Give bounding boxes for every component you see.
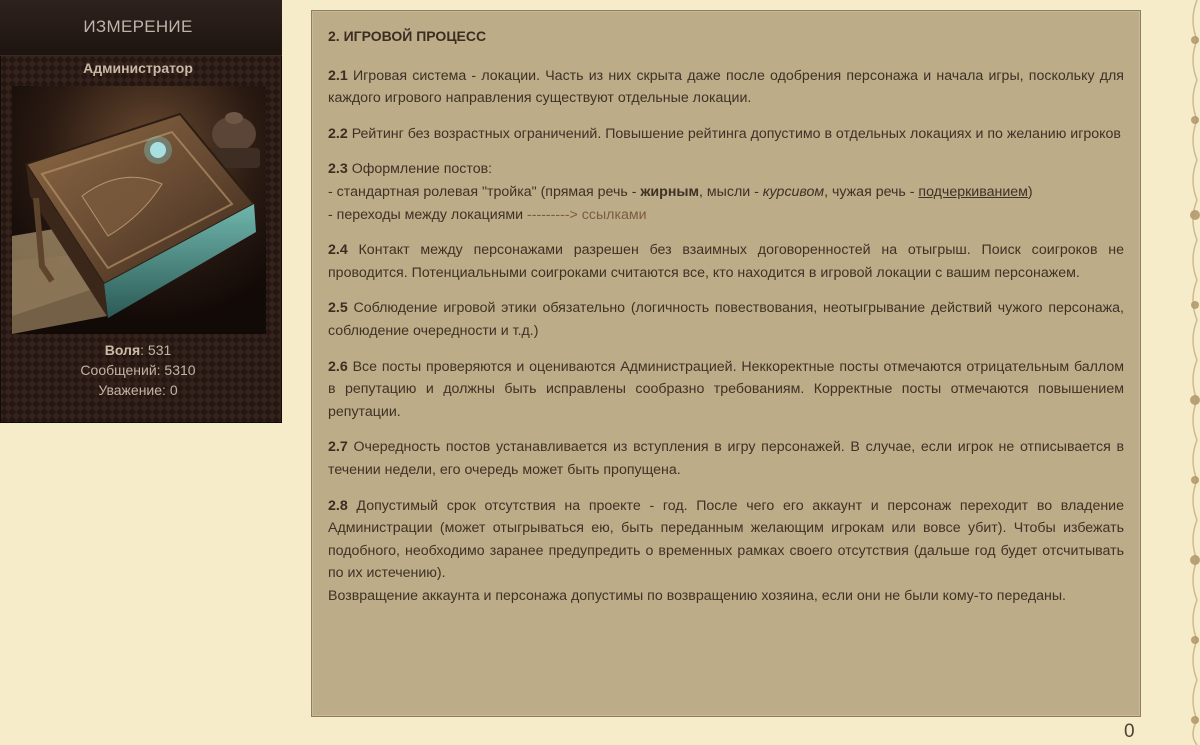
rule-text: Оформление постов: [351, 161, 493, 178]
group-header [0, 0, 282, 56]
rule-number: 2.8 [328, 497, 348, 514]
decorative-border-ornament [1185, 0, 1200, 745]
rule-text: Очередность постов устанавливается из вступления в игру персонажей. В случае, если игрок не отписывается в течении недели, его очередь может быть пропущена. [328, 439, 1124, 478]
rule-number: 2.2 [328, 125, 348, 142]
rule-text: Рейтинг без возрастных ограничений. Повышение рейтинга допустимо в отдельных локациях и по желанию игроков [351, 125, 1121, 142]
rule-text: Соблюдение игровой этики обязательно (логичность повествования, неотыгрывание действий чужого персонажа, соблюдение очередности и т.д.) [328, 300, 1124, 339]
respect-stat[interactable]: Уважение: 0 [98, 382, 178, 398]
avatar [12, 86, 266, 334]
author-stats [0, 340, 276, 400]
bold-example: жирным [640, 183, 700, 200]
rule-number: 2.6 [328, 358, 348, 375]
author-profile-panel [0, 0, 282, 423]
post-counter: 0 [1124, 721, 1135, 742]
rule-text: Игровая система - локации. Часть из них скрыта даже после одобрения персонажа и начала игры, поскольку для каждого игрового направления существуют отдельные локации. [328, 67, 1124, 107]
format-line-text: ) [1027, 183, 1033, 200]
rule-2-5 [328, 297, 1124, 342]
will-stat: Воля: 531 [104, 342, 172, 358]
rule-number: 2.5 [328, 300, 348, 317]
format-line-text: - стандартная ролевая "тройка" (прямая речь - [328, 183, 641, 200]
rule-number: 2.3 [328, 161, 348, 178]
rule-2-3 [328, 158, 1124, 226]
rule-2-4 [328, 239, 1124, 284]
user-group-title: ИЗМЕРЕНИЕ [83, 17, 193, 36]
section-title: 2. ИГРОВОЙ ПРОЦЕСС [328, 28, 487, 44]
post-content [311, 10, 1141, 717]
author-name[interactable]: Администратор [83, 60, 193, 76]
italic-example: курсивом [762, 183, 825, 200]
will-value: 531 [147, 342, 172, 358]
link-example: ---------> ссылками [527, 206, 647, 223]
format-line-text: - переходы между локациями [328, 206, 528, 223]
rule-2-1 [328, 65, 1124, 110]
rule-2-7 [328, 436, 1124, 481]
rule-text: Контакт между персонажами разрешен без взаимных договоренностей на отыгрыш. Поиск соигроков не проводится. Потенциальными соигроками считаются все, кто находится в игровой локации с вашим персонажем. [328, 242, 1125, 281]
format-line-text: , мысли - [699, 183, 763, 200]
rule-text: Допустимый срок отсутствия на проекте - год. После чего его аккаунт и персонаж переходит во владение Администрации (может отыгрываться ею, быть переданным желающим игрокам или вовсе убит). Чтобы избежать подобного, необходимо заранее предупредить о временных рамках своего отсутствия (дальше год будет отсчитывать по их истечению). [328, 497, 1124, 582]
rule-2-2 [328, 123, 1124, 146]
format-line-text: , чужая речь - [824, 183, 919, 200]
rule-number: 2.7 [328, 439, 348, 456]
rule-2-6 [328, 356, 1124, 424]
rule-number: 2.1 [328, 67, 348, 84]
ancient-book-avatar-image [12, 86, 266, 334]
rule-text: Все посты проверяются и оцениваются Администрацией. Неккоректные посты отмечаются отрицательным баллом в репутацию и должны быть исправлены сообразно требованиям. Корректные посты отмечаются повышением репутации. [328, 358, 1124, 420]
underline-example: подчеркиванием [918, 183, 1028, 200]
rule-2-8 [328, 495, 1124, 608]
rule-number: 2.4 [328, 242, 348, 259]
will-label: Воля [104, 342, 141, 358]
rule-text-continued: Возвращение аккаунта и персонажа допустимы по возвращению хозяина, если они не были кому-то переданы. [328, 587, 1066, 604]
messages-stat: Сообщений: 5310 [80, 362, 196, 378]
